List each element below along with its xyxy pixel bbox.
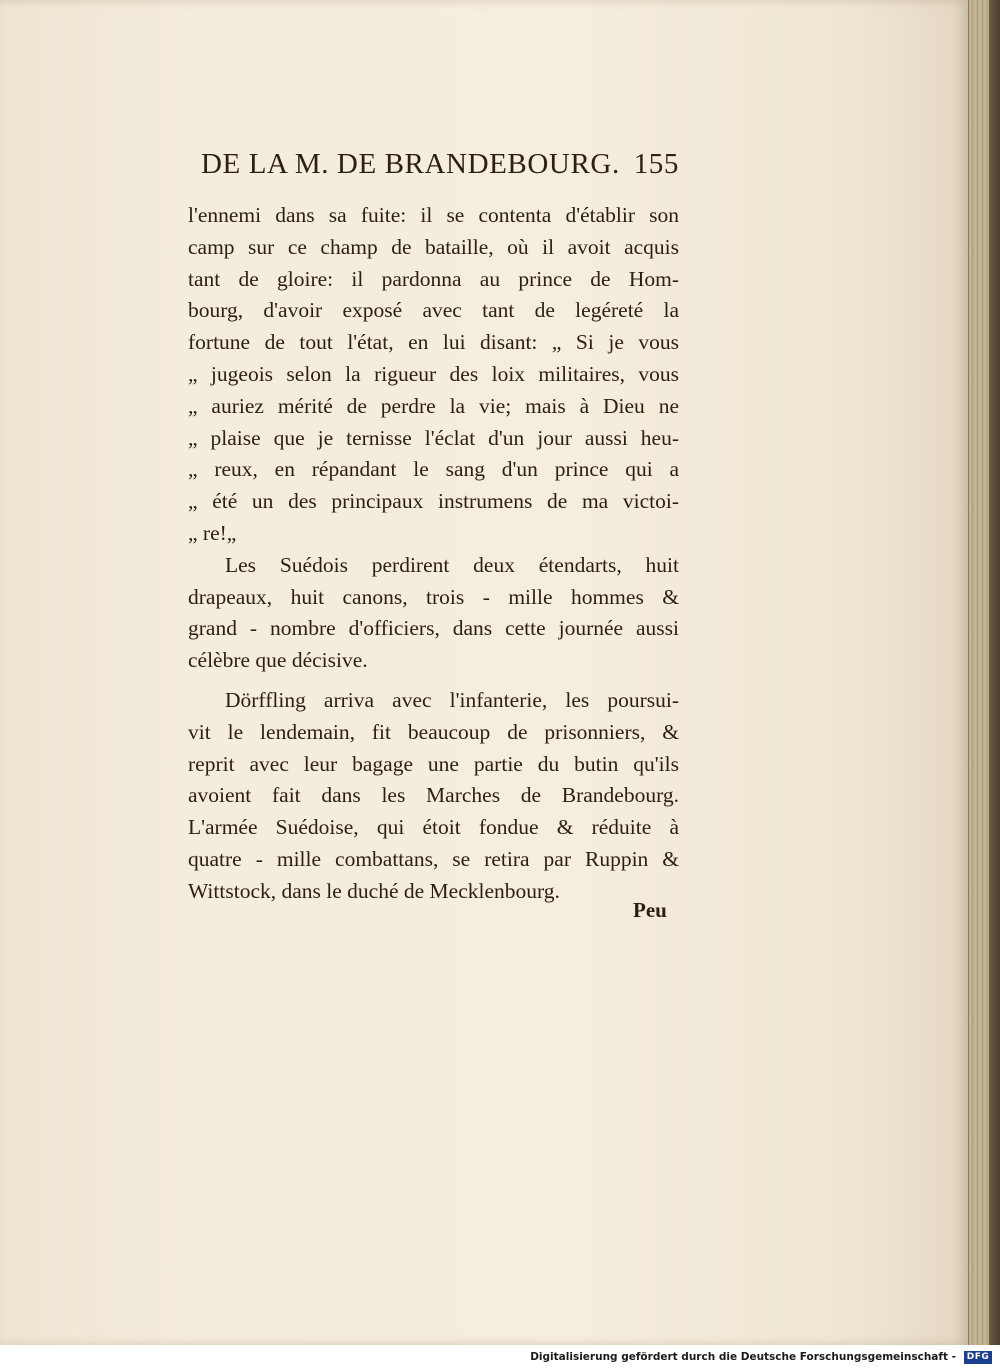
- text-line: vit le lendemain, fit beaucoup de prisonniers, &: [188, 719, 679, 744]
- text-line: fortune de tout l'état, en lui disant: „ Si je vous: [188, 330, 679, 355]
- text-line: Wittstock, dans le duché de Mecklenbourg.: [188, 878, 560, 903]
- paragraph-3: [188, 685, 679, 908]
- catchword: Peu: [633, 898, 667, 922]
- body-text: [188, 200, 679, 908]
- text-line: reprit avec leur bagage une partie du butin qu'ils: [188, 751, 679, 776]
- text-line: „ été un des principaux instrumens de ma victoi-: [188, 489, 679, 514]
- text-line: célèbre que décisive.: [188, 648, 368, 673]
- text-line: bourg, d'avoir exposé avec tant de legéreté la: [188, 298, 679, 323]
- paragraph-1: [188, 200, 679, 550]
- paragraph-2: [188, 550, 679, 677]
- text-line: „ re!„: [188, 520, 237, 545]
- text-line: Dörffling arriva avec l'infanterie, les poursui-: [225, 687, 679, 712]
- dfg-logo: DFG: [964, 1351, 992, 1364]
- running-header: [201, 148, 679, 181]
- running-title: DE LA M. DE BRANDEBOURG.: [201, 148, 620, 180]
- paragraph-gap: [188, 677, 679, 685]
- page-edges: [968, 0, 1000, 1345]
- text-line: avoient fait dans les Marches de Brandebourg.: [188, 783, 679, 808]
- text-line: camp sur ce champ de bataille, où il avoit acquis: [188, 234, 679, 259]
- text-line: „ plaise que je ternisse l'éclat d'un jour aussi heu-: [188, 425, 679, 450]
- text-line: l'ennemi dans sa fuite: il se contenta d'établir son: [188, 203, 679, 227]
- text-line: grand - nombre d'officiers, dans cette journée aussi: [188, 616, 679, 641]
- text-line: Les Suédois perdirent deux étendarts, huit: [225, 552, 679, 577]
- text-line: drapeaux, huit canons, trois - mille hommes &: [188, 584, 679, 609]
- digitization-credit: Digitalisierung gefördert durch die Deutsche Forschungsgemeinschaft -: [530, 1351, 956, 1363]
- text-line: „ jugeois selon la rigueur des loix militaires, vous: [188, 361, 679, 386]
- text-line: quatre - mille combattans, se retira par Ruppin &: [188, 846, 679, 871]
- text-line: L'armée Suédoise, qui étoit fondue & réduite à: [188, 815, 679, 840]
- page-number: 155: [633, 148, 679, 180]
- text-line: „ auriez mérité de perdre la vie; mais à Dieu ne: [188, 393, 679, 418]
- book-cover-edge: [989, 0, 1000, 1345]
- text-line: tant de gloire: il pardonna au prince de Hom-: [188, 266, 679, 291]
- text-line: „ reux, en répandant le sang d'un prince qui a: [188, 457, 679, 482]
